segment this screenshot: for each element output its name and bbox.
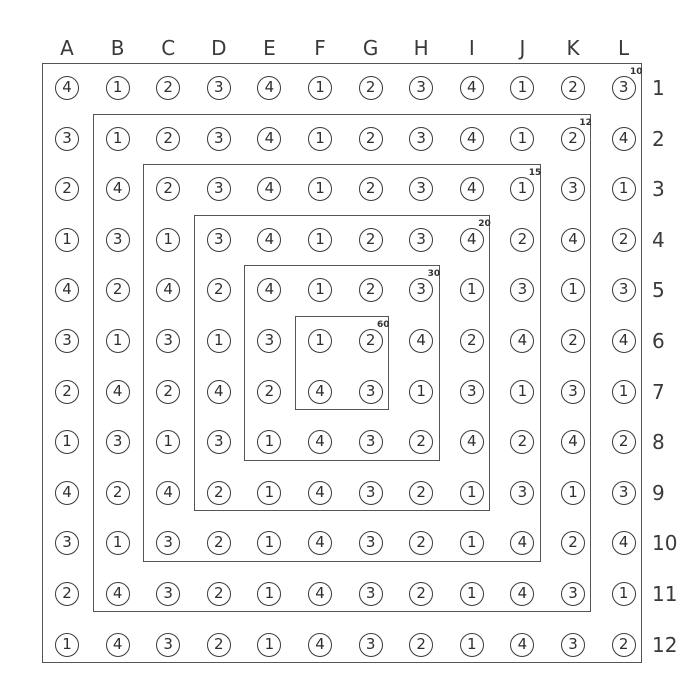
cell-j4[interactable]: 2: [510, 228, 534, 252]
cell-k8[interactable]: 4: [561, 430, 585, 454]
cell-e5[interactable]: 4: [257, 278, 281, 302]
cell-d4[interactable]: 3: [207, 228, 231, 252]
cell-f1[interactable]: 1: [308, 76, 332, 100]
cell-i5[interactable]: 1: [460, 278, 484, 302]
ring-value-label: 30: [427, 269, 441, 280]
cell-c5[interactable]: 4: [156, 278, 180, 302]
row-label-3: 3: [652, 177, 665, 202]
row-label-1: 1: [652, 76, 665, 100]
cell-e3[interactable]: 4: [257, 177, 281, 201]
cell-i6[interactable]: 2: [460, 329, 484, 353]
cell-j6[interactable]: 4: [510, 329, 534, 353]
cell-a3[interactable]: 2: [55, 177, 79, 201]
cell-g11[interactable]: 3: [359, 582, 383, 606]
cell-a2[interactable]: 3: [55, 127, 79, 151]
cell-c10[interactable]: 3: [156, 531, 180, 555]
cell-k3[interactable]: 3: [561, 177, 585, 201]
cell-g10[interactable]: 3: [359, 531, 383, 555]
cell-f8[interactable]: 4: [308, 430, 332, 454]
cell-f7[interactable]: 4: [308, 380, 332, 404]
cell-d8[interactable]: 3: [207, 430, 231, 454]
cell-b6[interactable]: 1: [106, 329, 130, 353]
cell-i9[interactable]: 1: [460, 481, 484, 505]
cell-i12[interactable]: 1: [460, 633, 484, 657]
cell-d5[interactable]: 2: [207, 278, 231, 302]
cell-k6[interactable]: 2: [561, 329, 585, 353]
cell-a6[interactable]: 3: [55, 329, 79, 353]
cell-l7[interactable]: 1: [612, 380, 636, 404]
cell-l10[interactable]: 4: [612, 531, 636, 555]
row-label-10: 10: [652, 531, 678, 556]
cell-k1[interactable]: 2: [561, 76, 585, 100]
cell-d10[interactable]: 2: [207, 531, 231, 555]
column-label-e: E: [263, 36, 276, 60]
ring-value-label: 60: [377, 320, 390, 330]
cell-l11[interactable]: 1: [612, 582, 636, 606]
cell-b10[interactable]: 1: [106, 531, 130, 555]
cell-i7[interactable]: 3: [460, 380, 484, 404]
cell-g9[interactable]: 3: [359, 481, 383, 505]
cell-g8[interactable]: 3: [359, 430, 383, 454]
cell-h7[interactable]: 1: [409, 380, 433, 404]
cell-c3[interactable]: 2: [156, 177, 180, 201]
cell-c6[interactable]: 3: [156, 329, 180, 353]
cell-i8[interactable]: 4: [460, 430, 484, 454]
cell-k4[interactable]: 4: [561, 228, 585, 252]
cell-k12[interactable]: 3: [561, 633, 585, 657]
row-label-9: 9: [652, 480, 665, 505]
column-label-b: B: [110, 36, 125, 60]
cell-c2[interactable]: 2: [156, 127, 180, 151]
cell-a1[interactable]: 4: [55, 76, 79, 100]
cell-b8[interactable]: 3: [106, 430, 130, 454]
cell-i3[interactable]: 4: [460, 177, 484, 201]
cell-g1[interactable]: 2: [359, 76, 383, 100]
cell-h5[interactable]: 3: [409, 278, 433, 302]
cell-f5[interactable]: 1: [308, 278, 332, 302]
cell-l8[interactable]: 2: [612, 430, 636, 454]
cell-l3[interactable]: 1: [612, 177, 636, 201]
cell-c4[interactable]: 1: [156, 228, 180, 252]
cell-i10[interactable]: 1: [460, 531, 484, 555]
cell-h11[interactable]: 2: [409, 582, 433, 606]
cell-b2[interactable]: 1: [106, 127, 130, 151]
cell-c7[interactable]: 2: [156, 380, 180, 404]
cell-b7[interactable]: 4: [106, 380, 130, 404]
column-label-d: D: [211, 36, 227, 60]
cell-a9[interactable]: 4: [55, 481, 79, 505]
cell-a11[interactable]: 2: [55, 582, 79, 606]
cell-c8[interactable]: 1: [156, 430, 180, 454]
cell-h9[interactable]: 2: [409, 481, 433, 505]
cell-b1[interactable]: 1: [106, 76, 130, 100]
cell-j2[interactable]: 1: [510, 127, 534, 151]
cell-f10[interactable]: 4: [308, 531, 332, 555]
cell-a8[interactable]: 1: [55, 430, 79, 454]
cell-i2[interactable]: 4: [460, 127, 484, 151]
ring-value-label: 12: [579, 117, 592, 128]
row-label-5: 5: [652, 278, 665, 303]
cell-d1[interactable]: 3: [207, 76, 231, 100]
cell-d3[interactable]: 3: [207, 177, 231, 201]
row-label-2: 2: [652, 126, 665, 151]
cell-e4[interactable]: 4: [257, 228, 281, 252]
row-label-6: 6: [652, 329, 665, 353]
cell-c12[interactable]: 3: [156, 633, 180, 657]
cell-b4[interactable]: 3: [106, 228, 130, 252]
cell-b11[interactable]: 4: [106, 582, 130, 606]
column-label-k: K: [566, 36, 580, 60]
cell-g4[interactable]: 2: [359, 228, 383, 252]
column-label-i: I: [468, 36, 475, 60]
cell-f4[interactable]: 1: [308, 228, 332, 252]
column-label-l: L: [618, 36, 630, 60]
cell-c1[interactable]: 2: [156, 76, 180, 100]
cell-d7[interactable]: 4: [207, 380, 231, 404]
cell-k9[interactable]: 1: [561, 481, 585, 505]
cell-e8[interactable]: 1: [257, 430, 281, 454]
cell-k2[interactable]: 2: [561, 127, 585, 151]
ring-value-label: 20: [478, 218, 491, 229]
cell-a10[interactable]: 3: [55, 531, 79, 555]
cell-g7[interactable]: 3: [359, 380, 383, 404]
cell-l5[interactable]: 3: [612, 278, 636, 302]
cell-h10[interactable]: 2: [409, 531, 433, 555]
cell-h3[interactable]: 3: [409, 177, 433, 201]
cell-d11[interactable]: 2: [207, 582, 231, 606]
cell-b12[interactable]: 4: [106, 633, 130, 657]
cell-j7[interactable]: 1: [510, 380, 534, 404]
cell-j11[interactable]: 4: [510, 582, 534, 606]
cell-l12[interactable]: 2: [612, 633, 636, 657]
cell-h6[interactable]: 4: [409, 329, 433, 353]
cell-c9[interactable]: 4: [156, 481, 180, 505]
cell-h4[interactable]: 3: [409, 228, 433, 252]
cell-e10[interactable]: 1: [257, 531, 281, 555]
cell-i4[interactable]: 4: [460, 228, 484, 252]
cell-e7[interactable]: 2: [257, 380, 281, 404]
cell-e11[interactable]: 1: [257, 582, 281, 606]
row-label-8: 8: [652, 430, 665, 455]
cell-b9[interactable]: 2: [106, 481, 130, 505]
cell-l9[interactable]: 3: [612, 481, 636, 505]
cell-d12[interactable]: 2: [207, 633, 231, 657]
cell-g2[interactable]: 2: [359, 127, 383, 151]
cell-j1[interactable]: 1: [510, 76, 534, 100]
cell-j9[interactable]: 3: [510, 481, 534, 505]
cell-f6[interactable]: 1: [308, 329, 332, 353]
row-label-4: 4: [652, 227, 665, 252]
cell-g12[interactable]: 3: [359, 633, 383, 657]
cell-j10[interactable]: 4: [510, 531, 534, 555]
cell-d2[interactable]: 3: [207, 127, 231, 151]
cell-b3[interactable]: 4: [106, 177, 130, 201]
cell-h2[interactable]: 3: [409, 127, 433, 151]
cell-e1[interactable]: 4: [257, 76, 281, 100]
cell-a7[interactable]: 2: [55, 380, 79, 404]
cell-l1[interactable]: 3: [612, 76, 636, 100]
cell-e2[interactable]: 4: [257, 127, 281, 151]
cell-e6[interactable]: 3: [257, 329, 281, 353]
cell-e12[interactable]: 1: [257, 633, 281, 657]
cell-d9[interactable]: 2: [207, 481, 231, 505]
cell-d6[interactable]: 1: [207, 329, 231, 353]
cell-h1[interactable]: 3: [409, 76, 433, 100]
cell-h12[interactable]: 2: [409, 633, 433, 657]
ring-value-label: 10: [630, 67, 643, 77]
cell-k5[interactable]: 1: [561, 278, 585, 302]
column-label-j: J: [519, 36, 526, 60]
cell-l4[interactable]: 2: [612, 228, 636, 252]
cell-f11[interactable]: 4: [308, 582, 332, 606]
cell-f9[interactable]: 4: [308, 481, 332, 505]
cell-i11[interactable]: 1: [460, 582, 484, 606]
cell-k11[interactable]: 3: [561, 582, 585, 606]
cell-g5[interactable]: 2: [359, 278, 383, 302]
cell-a5[interactable]: 4: [55, 278, 79, 302]
cell-k7[interactable]: 3: [561, 380, 585, 404]
cell-i1[interactable]: 4: [460, 76, 484, 100]
row-label-7: 7: [652, 379, 665, 404]
cell-g6[interactable]: 2: [359, 329, 383, 353]
cell-j12[interactable]: 4: [510, 633, 534, 657]
cell-l2[interactable]: 4: [612, 127, 636, 151]
column-label-g: G: [362, 36, 379, 60]
cell-b5[interactable]: 2: [106, 278, 130, 302]
cell-a12[interactable]: 1: [55, 633, 79, 657]
cell-l6[interactable]: 4: [612, 329, 636, 353]
column-label-f: F: [314, 36, 326, 60]
cell-f2[interactable]: 1: [308, 127, 332, 151]
cell-k10[interactable]: 2: [561, 531, 585, 555]
cell-h8[interactable]: 2: [409, 430, 433, 454]
column-label-a: A: [60, 36, 74, 60]
cell-a4[interactable]: 1: [55, 228, 79, 252]
cell-f12[interactable]: 4: [308, 633, 332, 657]
cell-j5[interactable]: 3: [510, 278, 534, 302]
column-label-h: H: [413, 36, 429, 60]
column-label-c: C: [161, 36, 176, 60]
cell-c11[interactable]: 3: [156, 582, 180, 606]
row-label-11: 11: [652, 582, 678, 606]
cell-j3[interactable]: 1: [510, 177, 534, 201]
cell-g3[interactable]: 2: [359, 177, 383, 201]
cell-e9[interactable]: 1: [257, 481, 281, 505]
ring-value-label: 15: [528, 168, 542, 179]
cell-j8[interactable]: 2: [510, 430, 534, 454]
row-label-12: 12: [652, 632, 678, 657]
cell-f3[interactable]: 1: [308, 177, 332, 201]
